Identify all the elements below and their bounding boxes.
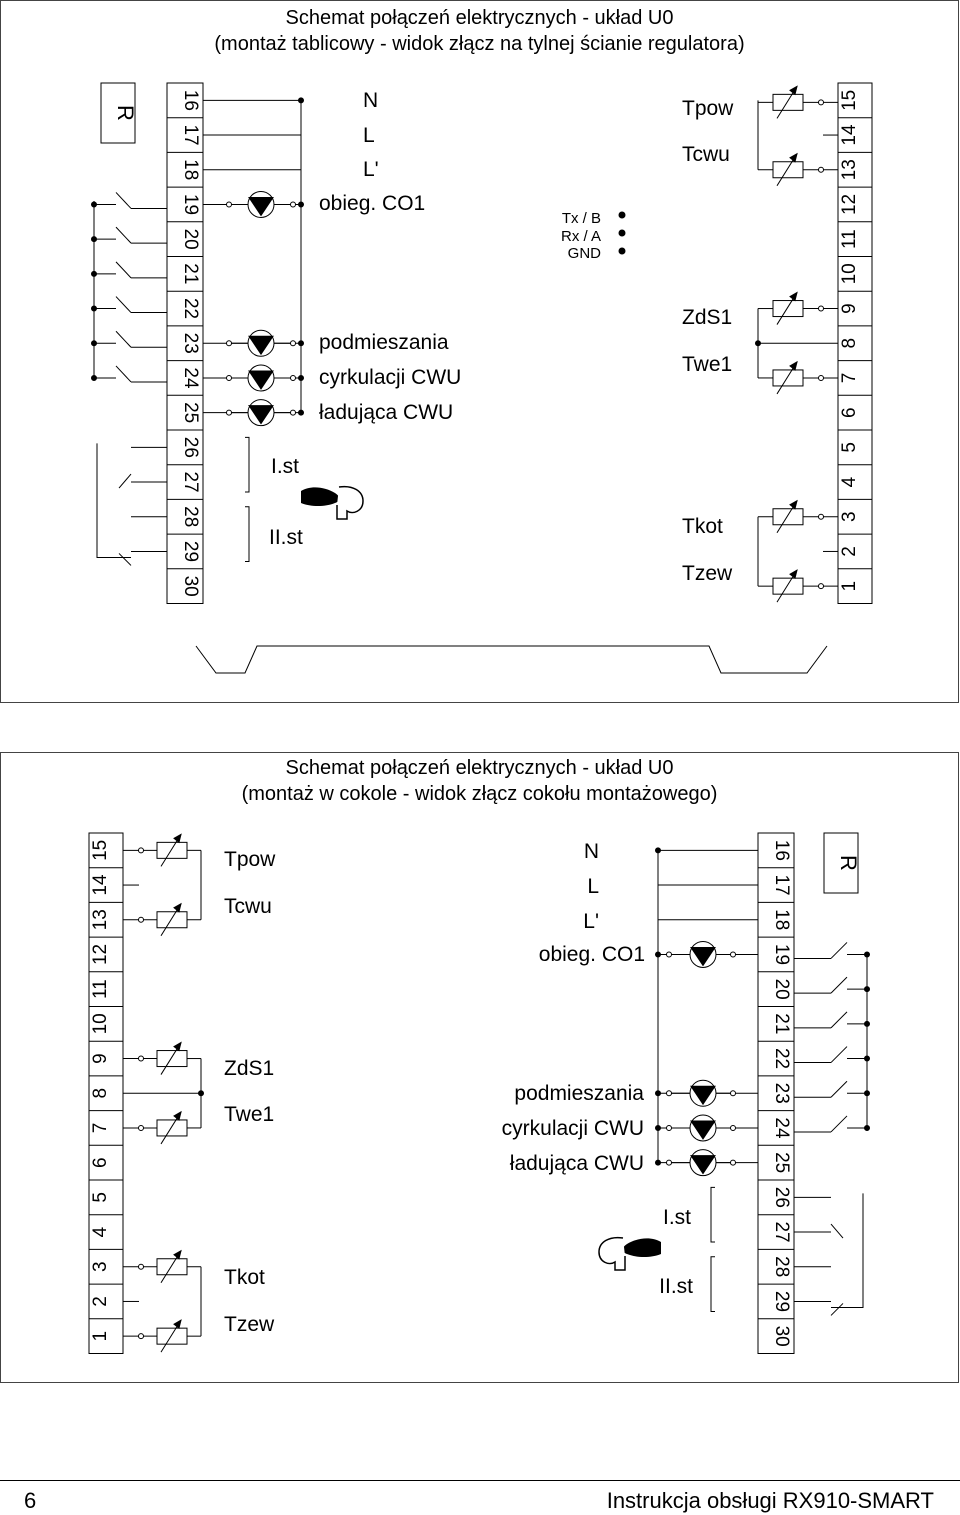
sensor-terminal-number: 10 [839,263,860,285]
burner-icon [599,1238,661,1270]
stage-relay-contact [831,1224,843,1238]
power-terminal-number: 27 [180,471,201,493]
sensor-terminal-number: 9 [90,1053,111,1064]
neutral-node [656,1160,661,1165]
sensor-terminal [139,1334,144,1339]
pump-terminal [291,341,296,346]
sensor-arrow-head [790,501,797,509]
label-l-prime: L' [583,910,599,933]
neutral-node [656,848,661,853]
label-n: N [363,89,379,112]
power-terminal-number: 25 [771,1152,792,1174]
sensor-terminal-number: 7 [90,1122,111,1134]
power-terminal-number: 19 [771,943,792,966]
comm-pin-gnd [619,248,625,254]
sensor-terminal-number: 2 [839,546,860,557]
sensor-terminal-number: 7 [839,372,860,384]
relay-contact [831,1116,847,1132]
pump-terminal [667,1091,672,1096]
power-terminal-number: 23 [180,332,201,354]
power-terminal-number: 24 [771,1117,792,1139]
power-terminal-number: 18 [180,159,201,181]
sensor-resistor-icon [773,94,803,110]
neutral-node [299,375,304,380]
pump-terminal [227,410,232,415]
label-tcwu: Tcwu [224,895,272,918]
sensor-arrow-head [174,1043,181,1051]
sensor-resistor-icon [773,162,803,178]
sensor-terminal-number: 10 [90,1013,111,1035]
sensor-terminal-number: 15 [90,839,111,861]
sensor-terminal-number: 8 [90,1087,111,1099]
label-pump-charging: ładująca CWU [509,1152,644,1175]
label-tkot: Tkot [224,1266,265,1289]
label-twe1: Twe1 [224,1103,275,1126]
power-terminal-number: 21 [180,263,201,285]
burner-head [599,1238,625,1270]
power-terminal-number: 30 [771,1325,792,1347]
bottom-panel-subtitle: (montaż w cokole - widok złącz cokołu montażowego) [241,783,718,805]
pump-terminal [291,375,296,380]
label-zds1: ZdS1 [224,1057,275,1080]
label-zds1: ZdS1 [682,306,733,329]
pump-terminal [291,410,296,415]
label-pump-mixing: podmieszania [319,331,449,354]
sensor-terminal-number: 4 [839,476,860,488]
power-terminal-number: 16 [180,89,201,111]
sensor-arrow-head [790,293,797,301]
sensor-terminal-number: 14 [90,874,111,896]
label-tcwu: Tcwu [682,143,730,166]
label-l: L [587,875,599,898]
relay-block-label: R [113,105,138,121]
sensor-resistor-icon [157,912,187,928]
label-tpow: Tpow [224,848,276,871]
pump-terminal [731,1160,736,1165]
bottom-wiring-panel [0,752,959,1383]
sensor-terminal [139,848,144,853]
sensor-terminal-number: 4 [90,1226,111,1238]
pump-terminal [667,952,672,957]
relay-contact [116,297,131,313]
sensor-terminal-number: 15 [839,89,860,111]
power-terminal-number: 22 [180,297,201,320]
pump-terminal [227,202,232,207]
stage-relay-wire [831,1193,863,1307]
power-terminal-number: 26 [180,436,201,458]
power-terminal-number: 20 [771,978,792,1000]
bottom-panel-title: Schemat połączeń elektrycznych - układ U0 [285,757,674,779]
sensor-terminal-number: 6 [90,1157,111,1168]
document-title: Instrukcja obsługi RX910-SMART [606,1488,934,1513]
label-pump-mixing: podmieszania [514,1082,644,1105]
relay-contact [116,262,131,278]
power-terminal-number: 24 [180,367,201,389]
sensor-terminal-number: 12 [839,193,860,216]
neutral-node [656,1125,661,1130]
flame [623,1238,662,1257]
sensor-terminal-number: 8 [839,337,860,349]
sensor-arrow-head [174,834,181,842]
power-terminal-number: 27 [771,1221,792,1243]
power-terminal-number: 19 [180,193,201,216]
label-pump-co1: obieg. CO1 [538,943,645,966]
pump-terminal [227,341,232,346]
sensor-resistor-icon [773,370,803,386]
relay-contact [116,227,131,243]
sensor-terminal-number: 6 [839,407,860,418]
sensor-resistor-icon [157,842,187,858]
label-gnd: GND [567,245,601,262]
sensor-terminal [819,100,824,105]
power-terminal-number: 22 [771,1047,792,1070]
sensor-terminal [139,917,144,922]
power-terminal-number: 23 [771,1082,792,1104]
pump-terminal [667,1160,672,1165]
top-wiring-diagram [1,1,960,704]
sensor-terminal [139,1125,144,1130]
sensor-terminal-number: 14 [839,124,860,146]
sensor-arrow-head [174,904,181,912]
sensor-arrow-head [174,1112,181,1120]
label-pump-co1: obieg. CO1 [319,192,426,215]
sensor-resistor-icon [773,301,803,317]
power-terminal-number: 20 [180,228,201,250]
label-n: N [583,840,599,863]
power-terminal-number: 17 [180,124,201,146]
label-twe1: Twe1 [682,353,733,376]
sensor-resistor-icon [157,1328,187,1344]
neutral-node [656,952,661,957]
pump-terminal [667,1125,672,1130]
power-terminal-number: 18 [771,909,792,931]
stage1-bracket [711,1187,715,1242]
label-pump-circulation: cyrkulacji CWU [501,1117,644,1140]
neutral-node [656,1091,661,1096]
page-number: 6 [24,1488,37,1513]
sensor-arrow-head [790,362,797,370]
sensor-arrow-head [174,1251,181,1259]
sensor-terminal-number: 1 [90,1330,111,1342]
comm-pin-rx [619,230,625,236]
top-panel-title: Schemat połączeń elektrycznych - układ U0 [285,7,674,29]
sensor-resistor-icon [157,1259,187,1275]
power-terminal-number: 17 [771,874,792,896]
label-stage1: I.st [662,1206,691,1229]
pump-terminal [731,952,736,957]
relay-contact [831,1012,847,1028]
stage2-bracket [245,507,249,562]
sensor-arrow-head [174,1320,181,1328]
stage-relay-contact [119,553,131,565]
burner-head [337,487,363,519]
sensor-arrow-head [790,570,797,578]
stage1-bracket [245,437,249,492]
pump-terminal [227,375,232,380]
sensor-resistor-icon [157,1120,187,1136]
relay-contact [116,331,131,347]
label-tzew: Tzew [682,562,733,585]
neutral-node [299,202,304,207]
stage-relay-contact [831,1303,843,1315]
relay-contact [831,1047,847,1063]
relay-contact [116,366,131,382]
sensor-terminal-number: 11 [839,229,860,250]
stage2-bracket [711,1257,715,1312]
power-terminal-number: 29 [180,540,201,563]
power-terminal-number: 29 [771,1290,792,1313]
stage-relay-contact [119,474,131,488]
sensor-resistor-icon [773,509,803,525]
sensor-arrow-head [790,86,797,94]
neutral-node [299,341,304,346]
label-l-prime: L' [363,158,379,181]
power-terminal-number: 28 [180,506,201,528]
sensor-terminal [819,584,824,589]
burner-icon [301,487,363,519]
top-panel-subtitle: (montaż tablicowy - widok złącz na tylnej ścianie regulatora) [214,33,745,55]
mounting-base-outline [196,646,827,673]
sensor-resistor-icon [773,578,803,594]
pump-terminal [731,1091,736,1096]
sensor-terminal-number: 5 [90,1192,111,1203]
sensor-terminal [139,1056,144,1061]
sensor-terminal [819,514,824,519]
power-terminal-number: 28 [771,1256,792,1278]
sensor-terminal-number: 3 [839,511,860,523]
bottom-wiring-diagram [1,753,960,1384]
sensor-resistor-icon [157,1051,187,1067]
label-tx: Tx / B [561,210,601,227]
sensor-terminal-number: 2 [90,1296,111,1307]
relay-contact [831,1081,847,1097]
sensor-terminal-number: 12 [90,943,111,966]
top-wiring-panel [0,0,959,703]
flame [301,487,340,506]
power-terminal-number: 16 [771,839,792,861]
sensor-terminal [819,375,824,380]
sensor-terminal-number: 13 [839,159,860,181]
sensor-terminal-number: 9 [839,303,860,314]
sensor-terminal-number: 3 [90,1261,111,1273]
sensor-terminal [139,1264,144,1269]
label-pump-charging: ładująca CWU [319,401,454,424]
footer-rule [0,1480,960,1481]
power-terminal-number: 26 [771,1186,792,1208]
relay-contact [116,192,131,208]
comm-pin-tx [619,212,625,218]
sensor-terminal-number: 5 [839,442,860,453]
pump-terminal [291,202,296,207]
label-tpow: Tpow [682,97,734,120]
relay-block-label: R [836,855,861,871]
sensor-terminal [819,167,824,172]
neutral-node [299,410,304,415]
sensor-terminal [819,306,824,311]
sensor-terminal-number: 1 [839,580,860,592]
label-stage1: I.st [271,455,300,478]
label-stage2: II.st [269,526,303,549]
power-terminal-number: 21 [771,1013,792,1035]
label-stage2: II.st [659,1275,693,1298]
label-rx: Rx / A [560,228,601,245]
sensor-terminal-number: 13 [90,909,111,931]
sensor-arrow-head [790,154,797,162]
label-tkot: Tkot [682,515,723,538]
power-terminal-number: 30 [180,575,201,597]
relay-contact [831,977,847,993]
neutral-node [299,98,304,103]
sensor-terminal-number: 11 [90,979,111,1000]
pump-terminal [731,1125,736,1130]
stage-relay-wire [97,443,131,557]
label-tzew: Tzew [224,1313,275,1336]
label-pump-circulation: cyrkulacji CWU [319,366,462,389]
relay-contact [831,942,847,958]
label-l: L [363,124,375,147]
power-terminal-number: 25 [180,402,201,424]
